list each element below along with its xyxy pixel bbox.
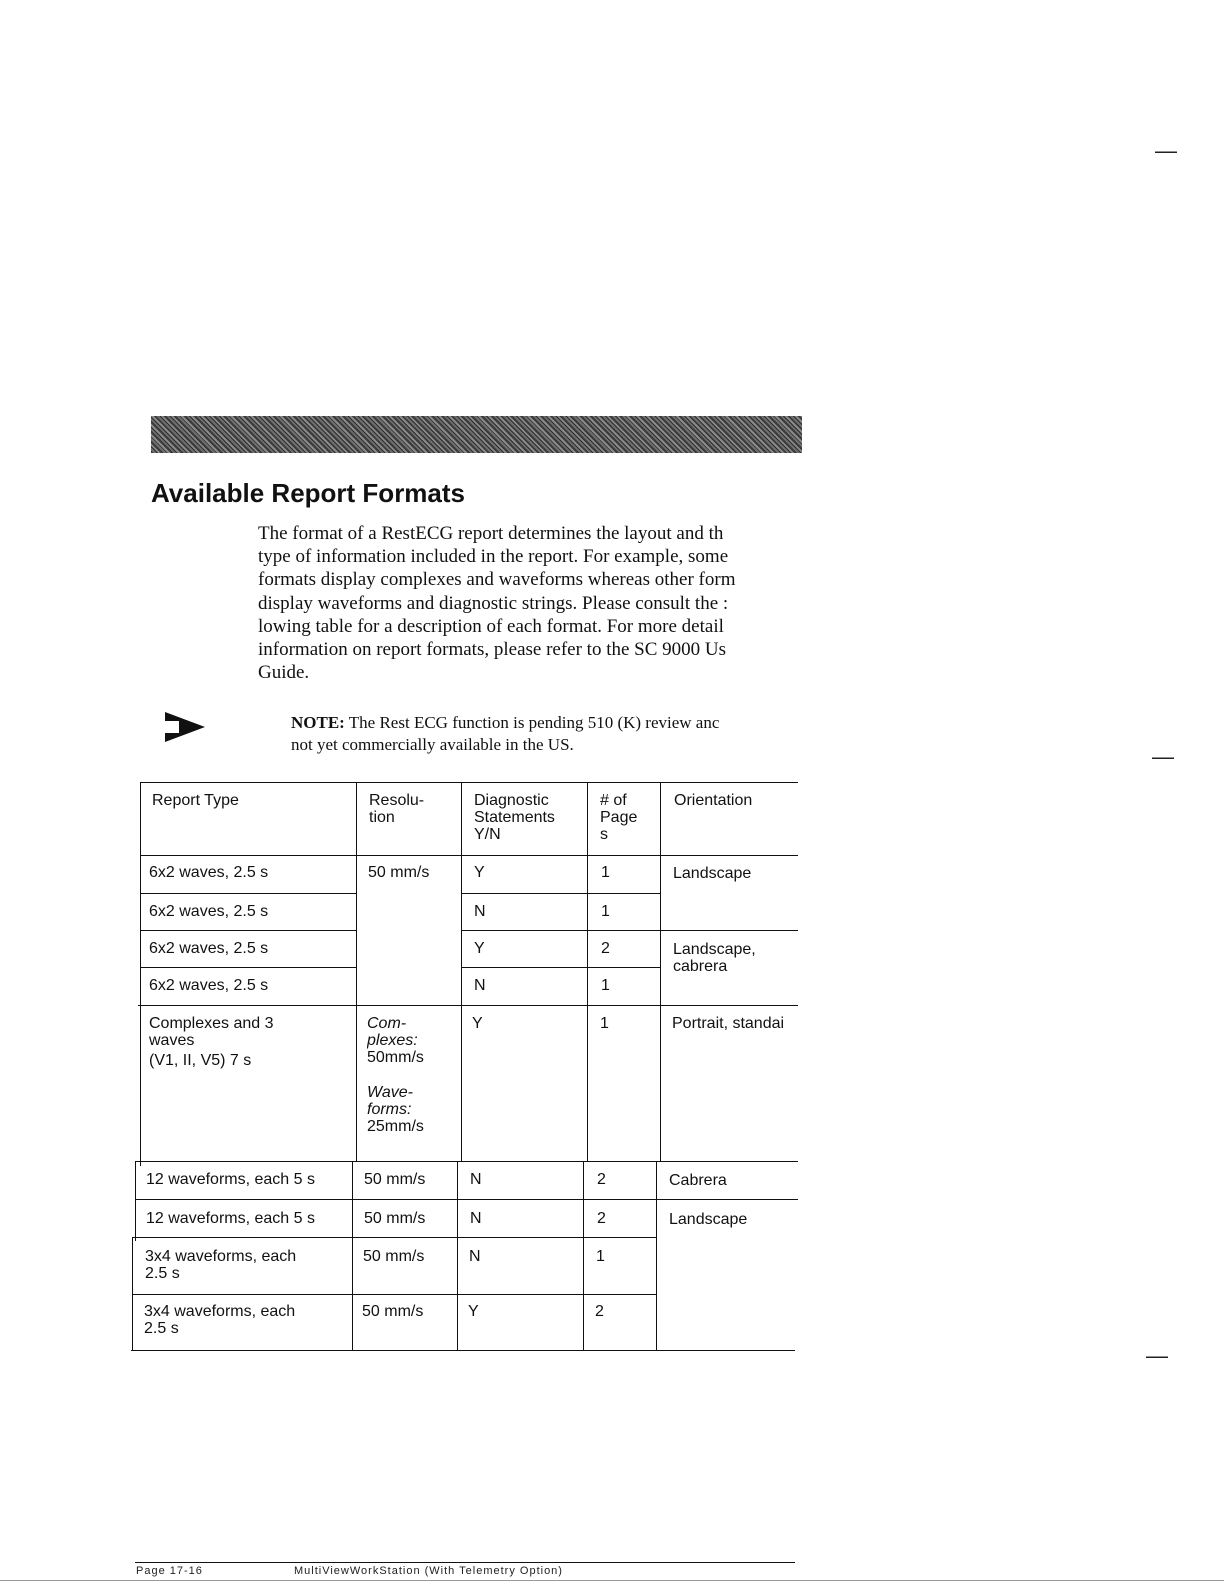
note-arrow-icon <box>165 712 205 742</box>
cell-orientation: Landscape <box>673 865 752 882</box>
table-rule <box>140 855 798 856</box>
margin-mark: — <box>1146 1343 1168 1368</box>
table-rule <box>140 967 356 968</box>
cell-diagnostic: N <box>470 1210 482 1227</box>
table-rule <box>461 930 798 931</box>
resolution-value: 50mm/s <box>367 1049 424 1066</box>
cell-pages: 2 <box>597 1210 606 1227</box>
cell-pages: 1 <box>596 1248 605 1265</box>
margin-mark: — <box>1152 744 1174 769</box>
table-rule <box>135 1199 798 1200</box>
table-rule <box>140 893 356 894</box>
table-rule <box>656 1161 657 1351</box>
cell-orientation: Portrait, standai <box>672 1015 785 1032</box>
cell-diagnostic: N <box>474 903 486 920</box>
resolution-label: plexes: <box>367 1032 418 1049</box>
table-rule <box>461 893 660 894</box>
header-diagnostic-line: Statements <box>474 809 555 826</box>
cell-pages: 2 <box>601 940 610 957</box>
orientation-line: Landscape, <box>673 941 756 958</box>
intro-line: formats display complexes and waveforms whereas other form <box>258 569 736 591</box>
resolution-label: forms: <box>367 1101 412 1118</box>
cell-report-type: 6x2 waves, 2.5 s <box>149 940 269 957</box>
cell-diagnostic: Y <box>472 1015 483 1032</box>
intro-line: lowing table for a description of each format. For more detail <box>258 615 724 637</box>
header-diagnostic-line: Y/N <box>474 826 501 843</box>
table-rule <box>138 1005 798 1006</box>
intro-line: information on report formats, please refer to the SC 9000 Us <box>258 639 727 661</box>
orientation-line: cabrera <box>673 958 728 975</box>
table-rule <box>140 782 798 783</box>
resolution-label: Wave- <box>367 1084 413 1101</box>
section-banner <box>151 416 802 453</box>
cell-diagnostic: Y <box>468 1303 479 1320</box>
cell-pages: 2 <box>595 1303 604 1320</box>
report-type-line: 2.5 s <box>145 1265 180 1282</box>
footer-page-number: Page 17-16 <box>136 1565 203 1577</box>
table-rule <box>132 1237 133 1351</box>
cell-diagnostic: Y <box>474 940 485 957</box>
report-type-line: Complexes and 3 <box>149 1015 274 1032</box>
header-pages-line: s <box>600 826 608 843</box>
report-type-line: 3x4 waveforms, each <box>145 1248 297 1265</box>
table-rule <box>352 1161 353 1351</box>
note-label: NOTE: <box>291 713 345 732</box>
resolution-label: Com- <box>367 1015 407 1032</box>
cell-report-type <box>149 1015 274 1069</box>
report-type-line: waves <box>149 1032 195 1049</box>
note-line-1 <box>291 712 802 734</box>
intro-line: display waveforms and diagnostic strings. Please consult the : <box>258 592 729 614</box>
footer-rule <box>135 1562 795 1563</box>
cell-pages: 1 <box>601 864 610 881</box>
header-pages-line: # of <box>600 792 627 809</box>
footer-title: MultiViewWorkStation (With Telemetry Option) <box>294 1565 563 1577</box>
table-rule <box>356 782 357 1162</box>
cell-diagnostic: N <box>470 1171 482 1188</box>
cell-resolution: 50 mm/s <box>368 864 430 881</box>
cell-report-type: 12 waveforms, each 5 s <box>146 1210 315 1227</box>
header-diagnostic <box>474 792 555 843</box>
header-pages <box>600 792 637 843</box>
cell-diagnostic: N <box>469 1248 481 1265</box>
table-rule <box>461 967 660 968</box>
header-resolution-line: Resolu- <box>369 792 425 809</box>
cell-report-type: 6x2 waves, 2.5 s <box>149 977 269 994</box>
resolution-value: 25mm/s <box>367 1118 424 1135</box>
header-diagnostic-line: Diagnostic <box>474 792 549 809</box>
page-edge-rule <box>0 1580 1224 1581</box>
note-block <box>291 712 802 756</box>
cell-resolution <box>367 1015 424 1135</box>
header-resolution <box>369 792 424 826</box>
cell-report-type: 6x2 waves, 2.5 s <box>149 903 269 920</box>
table-rule <box>461 782 462 1162</box>
table-rule <box>135 1161 798 1162</box>
intro-line: type of information included in the report. For example, some <box>258 546 729 568</box>
cell-pages: 2 <box>597 1171 606 1188</box>
cell-resolution: 50 mm/s <box>364 1171 426 1188</box>
table-rule <box>132 1294 656 1295</box>
note-line-2: not yet commercially available in the US. <box>291 735 574 754</box>
header-pages-line: Page <box>600 809 638 826</box>
cell-pages: 1 <box>600 1015 609 1032</box>
intro-paragraph <box>258 522 802 684</box>
cell-report-type <box>144 1303 295 1337</box>
cell-diagnostic: Y <box>474 864 485 881</box>
cell-report-type: 12 waveforms, each 5 s <box>146 1171 315 1188</box>
cell-resolution: 50 mm/s <box>363 1248 425 1265</box>
header-orientation: Orientation <box>674 792 753 809</box>
table-rule <box>587 782 588 1162</box>
report-type-line: (V1, II, V5) 7 s <box>149 1052 252 1069</box>
cell-pages: 1 <box>601 977 610 994</box>
margin-mark: — <box>1155 138 1177 163</box>
intro-line: The format of a RestECG report determines the layout and th <box>258 523 724 544</box>
table-rule <box>131 1350 795 1351</box>
cell-orientation <box>673 941 756 975</box>
table-rule <box>583 1161 584 1351</box>
report-type-line: 3x4 waveforms, each <box>144 1303 296 1320</box>
cell-diagnostic: N <box>474 977 486 994</box>
page-title: Available Report Formats <box>151 478 466 508</box>
intro-line: Guide. <box>258 662 310 684</box>
cell-orientation: Landscape <box>669 1211 748 1228</box>
table-rule <box>133 1237 656 1238</box>
cell-orientation: Cabrera <box>669 1172 727 1189</box>
cell-report-type <box>145 1248 296 1282</box>
header-report-type: Report Type <box>152 792 239 809</box>
cell-pages: 1 <box>601 903 610 920</box>
table-rule <box>140 782 141 1166</box>
table-rule <box>457 1161 458 1351</box>
cell-resolution: 50 mm/s <box>364 1210 426 1227</box>
report-type-line: 2.5 s <box>144 1320 179 1337</box>
note-text-1: The Rest ECG function is pending 510 (K) review anc <box>344 713 720 732</box>
cell-report-type: 6x2 waves, 2.5 s <box>149 864 269 881</box>
header-resolution-line: tion <box>369 809 395 826</box>
table-rule <box>140 930 356 931</box>
table-rule <box>660 782 661 1162</box>
cell-resolution: 50 mm/s <box>362 1303 424 1320</box>
table-rule <box>135 1161 136 1241</box>
